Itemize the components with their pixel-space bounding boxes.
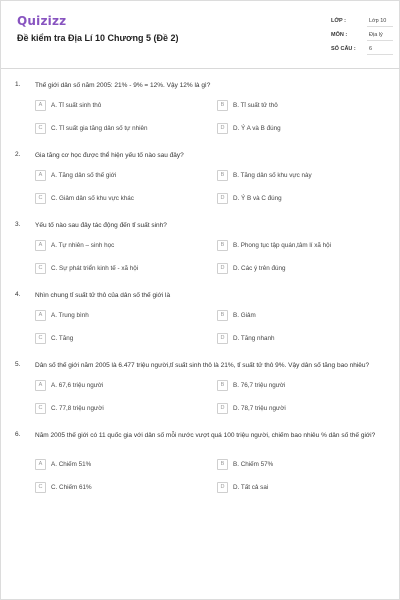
option-letter-box: B: [217, 380, 228, 391]
option-b[interactable]: [217, 459, 377, 473]
option-text: D. Tất cả sai: [233, 484, 269, 491]
option-b[interactable]: [217, 240, 377, 254]
option-letter-box: B: [217, 170, 228, 181]
option-d[interactable]: [217, 333, 377, 347]
option-c[interactable]: [35, 193, 195, 207]
meta-value-question-count: 6: [367, 44, 393, 55]
option-text: A. Tỉ suất sinh thô: [51, 102, 102, 109]
option-c[interactable]: [35, 123, 195, 137]
option-text: A. Trung bình: [51, 312, 89, 319]
meta-row-question-count: [331, 44, 393, 57]
option-letter-box: C: [35, 482, 46, 493]
option-text: D. Ý B và C đúng: [233, 195, 282, 202]
question-text: Nhìn chung tỉ suất tử thô của dân số thế giới là: [35, 292, 171, 299]
option-text: A. 67,6 triệu người: [51, 382, 104, 389]
option-text: C. Sự phát triển kinh tế - xã hội: [51, 265, 139, 272]
option-text: A. Tự nhiên – sinh học: [51, 242, 115, 249]
option-text: D. Ý A và B đúng: [233, 125, 281, 132]
option-d[interactable]: [217, 123, 377, 137]
meta-row-subject: [331, 30, 393, 43]
option-d[interactable]: [217, 193, 377, 207]
option-b[interactable]: [217, 310, 377, 324]
option-letter-box: A: [35, 310, 46, 321]
meta-value-class: Lớp 10: [367, 16, 393, 27]
meta-label-question-count: SỐ CÂU :: [331, 46, 356, 52]
option-a[interactable]: [35, 459, 195, 473]
option-letter-box: D: [217, 333, 228, 344]
option-letter-box: B: [217, 310, 228, 321]
meta-value-subject: Địa lý: [367, 30, 393, 41]
option-text: A. Chiếm 51%: [51, 461, 92, 468]
option-letter-box: A: [35, 100, 46, 111]
option-b[interactable]: [217, 100, 377, 114]
question-text: Thế giới dân số năm 2005: 21% - 9% = 12%. Vậy 12% là gì?: [35, 82, 211, 89]
option-letter-box: D: [217, 193, 228, 204]
option-a[interactable]: [35, 380, 195, 394]
meta-row-class: [331, 16, 393, 29]
option-a[interactable]: [35, 240, 195, 254]
question-text: Yếu tố nào sau đây tác động đến tỉ suất sinh?: [35, 222, 167, 229]
option-text: B. Phong tục tập quán,tâm lí xã hội: [233, 242, 332, 249]
option-letter-box: A: [35, 380, 46, 391]
option-letter-box: A: [35, 459, 46, 470]
question-text: Gia tăng cơ học được thể hiện yếu tố nào sau đây?: [35, 152, 184, 159]
option-letter-box: C: [35, 193, 46, 204]
option-letter-box: C: [35, 123, 46, 134]
option-text: B. 76,7 triệu người: [233, 382, 286, 389]
option-letter-box: D: [217, 123, 228, 134]
option-c[interactable]: [35, 482, 195, 496]
meta-label-subject: MÔN :: [331, 32, 348, 38]
question-number: 1.: [15, 81, 21, 88]
option-text: C. Tăng: [51, 335, 74, 342]
option-letter-box: C: [35, 333, 46, 344]
option-text: C. Chiếm 61%: [51, 484, 92, 491]
option-text: C. Tỉ suất gia tăng dân số tự nhiên: [51, 125, 148, 132]
question-number: 5.: [15, 361, 21, 368]
option-b[interactable]: [217, 380, 377, 394]
option-d[interactable]: [217, 263, 377, 277]
question-number: 4.: [15, 291, 21, 298]
option-letter-box: B: [217, 100, 228, 111]
meta-label-class: LỚP :: [331, 18, 346, 24]
option-b[interactable]: [217, 170, 377, 184]
option-letter-box: A: [35, 240, 46, 251]
question-text: Dân số thế giới năm 2005 là 6.477 triệu người,tỉ suất sinh thô là 21%, tỉ suất tử thô 9%. Vậy dân số tăng bao nhiêu?: [35, 362, 370, 369]
option-text: D. Các ý trên đúng: [233, 265, 286, 272]
option-d[interactable]: [217, 403, 377, 417]
worksheet-header: [1, 1, 400, 69]
question-text: Năm 2005 thế giới có 11 quốc gia với dân số mỗi nước vượt quá 100 triệu người, chiếm bao nhiêu % dân số thế giới?: [35, 432, 376, 439]
question-number: 3.: [15, 221, 21, 228]
quizizz-logo: Quizizz: [17, 14, 67, 28]
option-text: C. 77,8 triệu người: [51, 405, 104, 412]
option-text: B. Chiếm 57%: [233, 461, 274, 468]
option-letter-box: D: [217, 482, 228, 493]
option-c[interactable]: [35, 403, 195, 417]
option-c[interactable]: [35, 263, 195, 277]
option-text: A. Tăng dân số thế giới: [51, 172, 117, 179]
question-number: 6.: [15, 431, 21, 438]
option-letter-box: B: [217, 240, 228, 251]
page-title: Đề kiểm tra Địa Lí 10 Chương 5 (Đề 2): [17, 33, 179, 43]
option-letter-box: A: [35, 170, 46, 181]
option-text: B. Tăng dân số khu vực này: [233, 172, 312, 179]
option-a[interactable]: [35, 310, 195, 324]
option-a[interactable]: [35, 100, 195, 114]
option-text: B. Tỉ suất tử thô: [233, 102, 278, 109]
option-text: D. Tăng nhanh: [233, 335, 275, 342]
option-text: D. 78,7 triệu người: [233, 405, 286, 412]
option-letter-box: C: [35, 263, 46, 274]
option-letter-box: B: [217, 459, 228, 470]
option-letter-box: D: [217, 263, 228, 274]
option-c[interactable]: [35, 333, 195, 347]
option-text: B. Giảm: [233, 312, 256, 319]
option-letter-box: D: [217, 403, 228, 414]
option-letter-box: C: [35, 403, 46, 414]
option-text: C. Giảm dân số khu vực khác: [51, 195, 134, 202]
option-d[interactable]: [217, 482, 377, 496]
question-number: 2.: [15, 151, 21, 158]
option-a[interactable]: [35, 170, 195, 184]
